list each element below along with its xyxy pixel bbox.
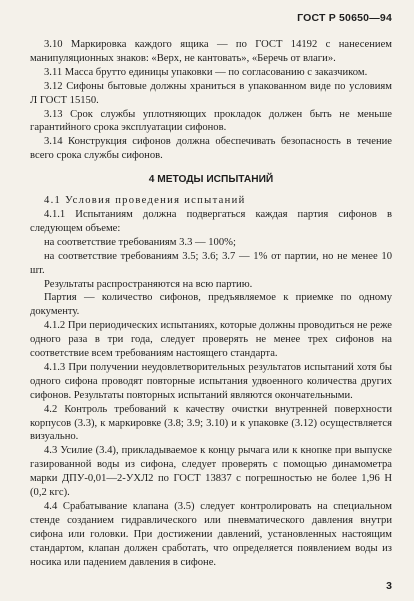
paragraph-4-1-1: 4.1.1 Испытаниям должна подвергаться каждая партия сифонов в следующем объеме: xyxy=(30,208,392,234)
paragraph-4-3: 4.3 Усилие (3.4), прикладываемое к концу рычага или к кнопке при выпуске газированной воды из сифона, следует проверять с помощью динамометра марки ДПУ-0,01—2-УХЛ2 по ГОСТ 13837 с погрешностью не более 1,96 Н (0,2 кгс). xyxy=(30,445,392,499)
page-number: 3 xyxy=(386,580,392,592)
paragraph-4-1-1-b: на соответствие требованиям 3.5; 3.6; 3.7 — 1% от партии, но не менее 10 шт. xyxy=(30,250,392,276)
paragraph-4-1-1-d: Партия — количество сифонов, предъявляемое к приемке по одному документу. xyxy=(30,292,392,318)
paragraph-4-1-3: 4.1.3 При получении неудовлетворительных результатов испытаний хотя бы одного сифона проводят повторные испытания удвоенного количества других сифонов. Результаты повторных испытаний являются окончательными. xyxy=(30,361,392,401)
document-body xyxy=(30,38,392,570)
section-title: 4 МЕТОДЫ ИСПЫТАНИЙ xyxy=(148,174,274,186)
paragraph-3-10: 3.10 Маркировка каждого ящика — по ГОСТ 14192 с нанесением манипуляционных знаков: «Верх, не кантовать», «Беречь от влаги». xyxy=(30,39,392,64)
paragraph-4-2: 4.2 Контроль требований к качеству очистки внутренней поверхности корпусов (3.3), к маркировке (3.8; 3.9; 3.10) и к упаковке (3.12) осуществляется визуально. xyxy=(30,403,392,443)
paragraph-4-1-2: 4.1.2 При периодических испытаниях, которые должны проводиться не реже одного раза в три года, следует проверять не менее трех сифонов на соответствие всем требованиям настоящего стандарта. xyxy=(30,320,392,360)
paragraph-4-4: 4.4 Срабатывание клапана (3.5) следует контролировать на специальном стенде созданием гидравлического или пневматического давления внутри сифона или головки. При достижении давлений, установленных настоящим стандартом, клапан должен сработать, что определяется появлением воды из носика или падением давления в сифоне. xyxy=(30,501,392,568)
paragraph-4-1-1-c: Результаты распространяются на всю партию. xyxy=(44,278,253,290)
paragraph-3-11: 3.11 Масса брутто единицы упаковки — по согласованию с заказчиком. xyxy=(44,66,368,78)
paragraph-3-14: 3.14 Конструкция сифонов должна обеспечивать безопасность в течение всего срока службы сифонов. xyxy=(30,136,392,162)
paragraph-3-12: 3.12 Сифоны бытовые должны храниться в упакованном виде по условиям Л ГОСТ 15150. xyxy=(30,80,392,106)
paragraph-4-1-1-a: на соответствие требованиям 3.3 — 100%; xyxy=(44,236,236,248)
subsection-title: 4.1 Условия проведения испытаний xyxy=(44,195,246,207)
document-header: ГОСТ Р 50650—94 xyxy=(297,12,392,24)
paragraph-3-13: 3.13 Срок службы уплотняющих прокладок должен быть не меньше гарантийного срока эксплуатации сифонов. xyxy=(30,108,392,134)
